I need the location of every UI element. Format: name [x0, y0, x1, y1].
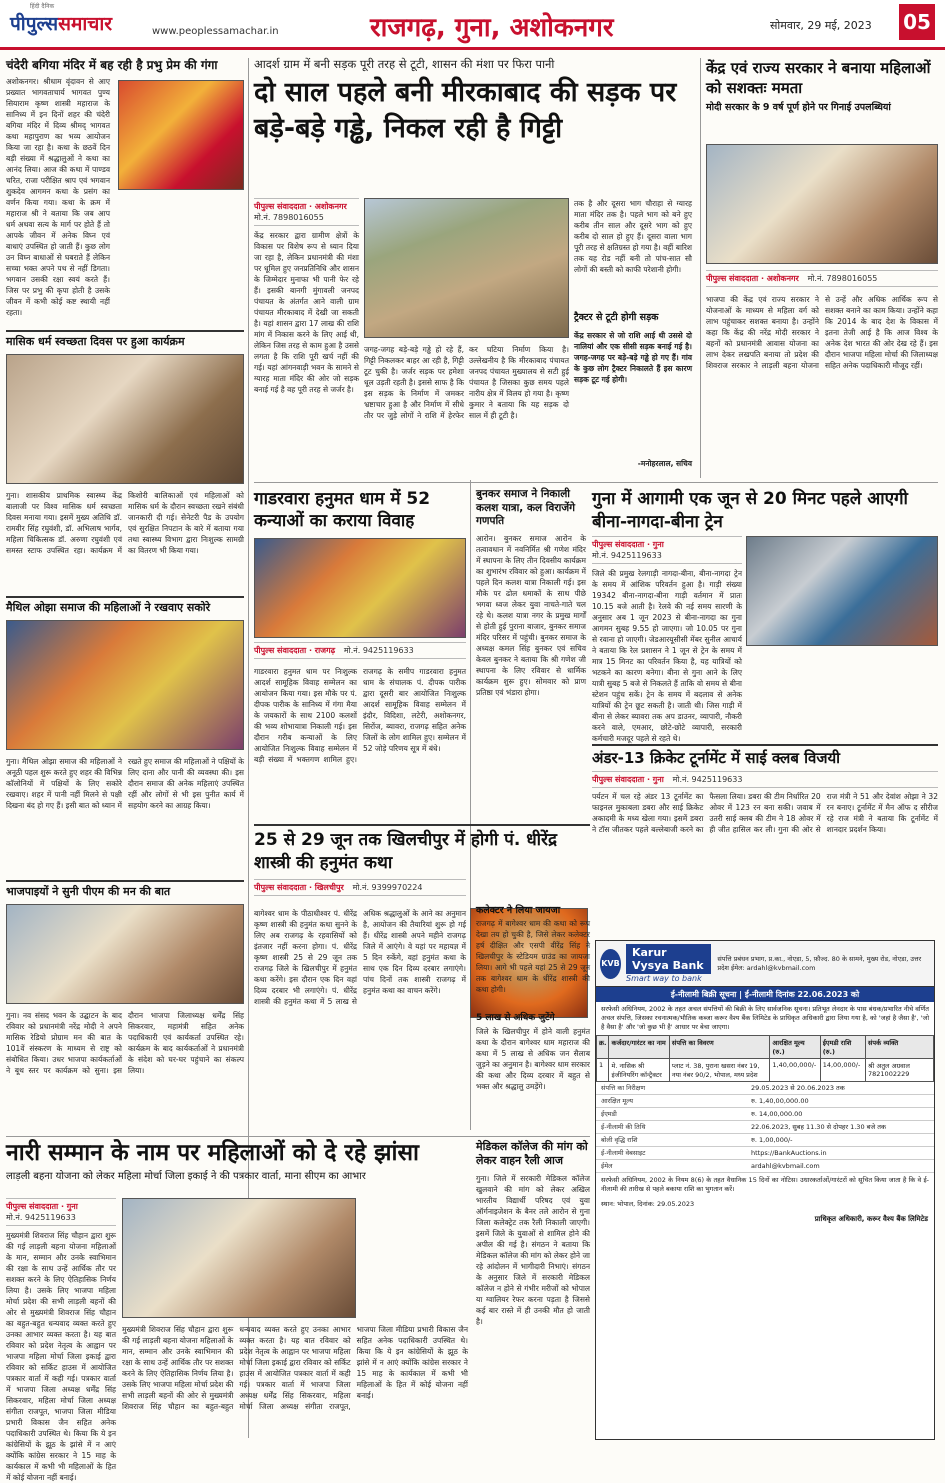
- story-bunkar-kalash[interactable]: [476, 488, 586, 818]
- story-quote: केंद्र सरकार से जो राशि आई थी उससे दो नालियां और एक सीसी सड़क बनाई गई है। जगह-जगह पर बड़े-बड़े गड्ढे हो गए हैं। गांव के कुछ लोग ट्रैक्टर निकालते हैं इस कारण सड़क टूट गई होगी।: [574, 331, 692, 384]
- detail-label: ईमेल: [601, 1162, 613, 1170]
- story-body: जिले की प्रमुख रेलगाड़ी नागदा-बीना, बीना-नागदा ट्रेन के समय में आंशिक परिवर्तन हुआ है। गाड़ी संख्या 19342 बीना-नागदा-बीना गाड़ी वर्तमान में प्रातः 10.15 बजे आती है। रेलवे की नई समय सारणी के अनुसार अब 1 जून 2023 से बीना-नागदा का गुना आगमन सुबह 9.55 हो जाएगा। जो 10.05 पर गुना से रवाना हो जाएगी। जेडआरयूसीसी मेंबर सुनील आचार्य ने बताया कि रेल प्रशासन ने 1 जून से ट्रेन के समय में मात्र 15 मिनट का परिवर्तन किया है, यह यात्रियों को भटकने का कारण बनेगा। बीना से गुना आने के लिए यात्री सुबह 5 बजे से निकलते हैं ताकि वो समय से बीना स्टेशन पहुंच सकें। ट्रेन के समय में बदलाव से अनेक यात्रियों की ट्रेन छूट सकती है। जाती थी। जिस गाड़ी में बीना से लेकर ब्यावरा तक अप डाउनर, व्यापारी, नौकरी करने वाले, एमआर, छोटे-छोटे व्यापारी, सरकारी कर्मचारी मजदूर पहले से रहते थे।: [592, 569, 742, 743]
- table-header: आरक्षित मूल्य (रु.): [770, 1036, 820, 1059]
- story-headline: मैथिल ओझा समाज की महिलाओं ने रखवाए सकोरे: [6, 601, 211, 614]
- byline-reporter: पीपुल्स संवाददाता: [254, 882, 307, 892]
- notice-intro: सरफेसी अधिनियम, 2002 के तहत अचल संपत्तियों की बिक्री के लिए सार्वजनिक सूचना। प्रतिभूत लेनदार के पास बंधक/प्रभारित नीचे वर्णित अचल संपत्ति, जिसका रचनात्मक/भौतिक कब्जा करूर वैश्य बैंक लिमिटेड के प्राधिकृत अधिकारी द्वारा लिया गया है, को 'जहां है जैसा है', 'जो है वैसा है' और 'जो कुछ भी है' आधार पर बेचा जाएगा।: [601, 1005, 929, 1031]
- story-headline: दो साल पहले बनी मीरकाबाद की सड़क पर बड़े-बड़े गड्ढे, निकल रही है गिट्टी: [254, 76, 677, 145]
- story-headline: केंद्र एवं राज्य सरकार ने बनाया महिलाओं को सशक्तः ममता: [706, 59, 931, 98]
- row-divider: [6, 1136, 590, 1137]
- story-body: गुना। नव संसद भवन के उद्घाटन के बाद रविवार को प्रधानमंत्री नरेंद्र मोदी ने अपने मासिक रेडियो प्रोग्राम मन की बात के 101वें संस्करण के माध्यम से राष्ट्र को संबोधित किया। उधर भाजपा कार्यकर्ताओं ने बूथ स्तर पर कार्यक्रम को सुना। इस दौरान भाजपा जिलाध्यक्ष धर्मेंद्र सिंह सिकरवार, महामंत्री सहित अनेक पदाधिकारी एवं कार्यकर्ता उपस्थित रहे। कार्यक्रम के बाद कार्यकर्ताओं ने प्रधानमंत्री के संदेश को घर-घर पहुंचाने का संकल्प लिया।: [6, 1011, 244, 1075]
- bank-address: संपत्ति प्रबंधन प्रभाग, प्र.का., नोएडा, 5, फ़ौज्द. 80 के सामने, मुख्य रोड, नोएडा, उत्तर प्रदेश ईमेल: ardahl@kvbmail.com: [717, 954, 922, 972]
- story-headline: मेडिकल कॉलेज की मांग को लेकर वाहन रैली आज: [476, 1140, 588, 1168]
- story-kicker: मोदी सरकार के 9 वर्ष पूर्ण होने पर गिनाई उपलब्धियां: [706, 101, 891, 113]
- story-medical-college[interactable]: [476, 1140, 590, 1440]
- logo-part-a: पीपुल्स: [10, 13, 59, 35]
- story-body-left: केंद्र सरकार द्वारा ग्रामीण क्षेत्रों के विकास पर विशेष रूप से ध्यान दिया जा रहा है, लेकिन प्रधानमंत्री की मंशा पर धूमिल हुए जनप्रतिनिधि और शासन के जिम्मेदार मुनाफा भी पानी फेर रहे हैं। इसकी बानगी मुंगावली जनपद पंचायत के अंतर्गत आने वाली ग्राम पंचायत मीरकाबाद में देखी जा सकती है। यहां शासन द्वारा 17 लाख की राशि मांग में निकास करने के लिए आई थी, लेकिन जिस तरह से काम हुआ है उससे लगता है कि राशि पूरी खर्च नहीं की गई। यहां आंगनवाड़ी भवन के सामने से ग्यारह माता मंदिर की ओर जो सड़क बनाई गई है वह पूरी तरह से जर्जर है।: [254, 231, 359, 394]
- byline-reporter: पीपुल्स संवाददाता: [6, 1202, 59, 1211]
- byline-reporter: पीपुल्स संवाददाता: [592, 775, 645, 784]
- detail-row: [596, 1121, 934, 1134]
- story-headline: गुना में आगामी एक जून से 20 मिनट पहले आएगी बीना-नागदा-बीना ट्रेन: [592, 489, 908, 532]
- byline-place: गुना: [652, 775, 664, 784]
- story-kicker: लाड़ली बहना योजना को लेकर महिला मोर्चा जिला इकाई ने की पत्रकार वार्ता, माना सीएम का आभार: [6, 1170, 366, 1182]
- detail-row[interactable]: [596, 1147, 934, 1160]
- story-byline: पीपुल्स संवाददाता · खिलचीपुर मो.नं. 9399970224: [254, 879, 466, 896]
- story-body: अशोकनगर। श्रीधाम वृंदावन से आए प्रख्यात भागवताचार्य भागवत पुण्य सियाराम कृष्ण शास्त्री महाराज के सानिध्य में इन दिनों शहर की चंदेरी बगिया मंदिर में दिव्य श्रीमद् भागवत कथा महापुराण का भव्य आयोजन किया जा रहा है। कथा के छठवें दिन बड़ी संख्या में श्रद्धालुओं ने कथा का आनंद लिया। आज की कथा में पाण्डव चरित, राजा परीक्षित श्राप एवं भगवान शुकदेव आगमन कथा के प्रसंग का वर्णन किया गया। कथा के क्रम में महाराज श्री ने बताया कि जब आप धर्म अथवा सत्य के मार्ग पर होते हैं तो आपके जीवन में अनेक विघ्न एवं बाधाएं उपस्थित हो जाती हैं। कुछ लोग उन विघ्न बाधाओं से घबराते हैं लेकिन सच्चा भक्त अपने पथ से नहीं डिगता। भगवान उसकी रक्षा स्वयं करते हैं। जिस पर प्रभु की कृपा होती है उसके जीवन में कभी कोई कष्ट स्थायी नहीं रहता।: [6, 77, 110, 318]
- byline-mobile: मो.नं. 9425119633: [343, 646, 414, 655]
- table-cell: 14,00,000/-: [820, 1059, 865, 1082]
- story-headline: 25 से 29 जून तक खिलचीपुर में होगी पं. धीरेंद्र शास्त्री की हनुमंत कथा: [254, 830, 558, 873]
- notice-signature: प्राधिकृत अधिकारी, करूर वैश्य बैंक लिमिटेड: [814, 1215, 928, 1223]
- detail-row: [596, 1082, 934, 1095]
- story-byline: पीपुल्स संवाददाता · अशोकनगर मो.नं. 7898016055: [706, 270, 938, 287]
- detail-label: ईएमडी: [601, 1110, 617, 1118]
- byline-mobile: मो.नं. 9425119633: [672, 775, 743, 784]
- story-photo: [746, 536, 938, 646]
- bank-tagline: Smart way to bank: [625, 974, 702, 983]
- story-maithil-ojha[interactable]: [6, 596, 244, 876]
- story-subhead: ट्रैक्टर से टूटी होगी सड़क: [574, 312, 659, 323]
- bank-name: Karur Vysya Bank: [626, 944, 711, 974]
- masthead: [0, 0, 945, 50]
- story-guna-train[interactable]: [592, 488, 938, 743]
- auction-table: [596, 1035, 934, 1082]
- byline-reporter: पीपुल्स संवाददाता: [254, 646, 307, 655]
- story-kicker: आदर्श ग्राम में बनी सड़क पूरी तरह से टूटी, शासन की मंशा पर फिरा पानी: [254, 57, 555, 71]
- story-menstrual-hygiene[interactable]: [6, 330, 244, 590]
- issue-date: सोमवार, 29 मई, 2023: [770, 19, 872, 32]
- detail-value: 29.05.2023 से 20.06.2023 तक: [751, 1084, 845, 1092]
- notice-footer: सरफेसी अधिनियम, 2002 के नियम 8(6) के तहत वैधानिक 15 दिनों का नोटिस। उधारकर्ताओं/गारंटरों को सूचित किया जाता है कि वे ई-नीलामी की तारीख से पहले बकाया राशि का भुगतान करें।: [601, 1176, 929, 1193]
- story-byline: पीपुल्स संवाददाता · राजगढ़ मो.नं. 9425119633: [254, 642, 466, 659]
- byline-mobile: मो.नं. 7898016055: [254, 213, 324, 222]
- detail-value: रु. 1,00,000/-: [751, 1136, 793, 1144]
- story-mann-ki-baat[interactable]: [6, 880, 244, 1130]
- table-header: संपत्ति का विवरण: [669, 1036, 770, 1059]
- story-body: पर्यटन में चल रहे अंडर 13 टूर्नामेंट का फाइनल मुकाबला डबरा और साई क्रिकेट अकादमी के मध्य खेला गया। इसमें डबरा ने टॉस जीतकर पहले बल्लेबाजी करने का फैसला लिया। डबरा की टीम निर्धारित 20 ओवर में 123 रन बना सकी। जवाब में उतरी साई क्लब की टीम ने 18 ओवर में ही जीत हासिल कर ली। गुना की ओर से राज मंत्री ने 51 और देवांश ओझा ने 32 रन बनाए। टूर्नामेंट में मैन ऑफ द सीरीज रहे राज मंत्री ने बताया कि टूर्नामेंट में शानदार प्रदर्शन किया।: [592, 792, 938, 834]
- table-header: संपर्क व्यक्ति: [866, 1036, 934, 1059]
- byline-place: राजगढ़: [314, 646, 336, 655]
- story-garwara-wedding[interactable]: [254, 488, 466, 818]
- detail-label: संपत्ति का निरीक्षण: [601, 1084, 646, 1092]
- detail-value: रु. 1,40,00,000.00: [751, 1097, 809, 1105]
- story-headline: अंडर-13 क्रिकेट टूर्नामेंट में साई क्लब विजयी: [592, 749, 841, 767]
- detail-value: रु. 14,00,000.00: [751, 1110, 803, 1118]
- bank-auction-notice[interactable]: [595, 940, 935, 1440]
- table-header: क्र.: [597, 1036, 609, 1059]
- story-body-middle: जगह-जगह बड़े-बड़े गड्ढे हो रहे हैं, गिट्टी निकलकर बाहर आ रही है, गिट्टी टूट चुकी है। जर्जर सड़क पर हमेशा धूल उड़ती रहती है। इससे साफ है कि इस सड़क के निर्माण में जमकर भ्रष्टाचार हुआ है और निर्माण में सीधे तौर पर जुड़े लोगों ने राशि में हेरफेर कर घटिया निर्माण किया है। उल्लेखनीय है कि मीरकाबाद पंचायत जनपद पंचायत मुख्यालय से सटी हुई पंचायत है जिसका कुछ समय पहले नारीय क्षेत्र में विलय हो गया है। कृष्ण कुमार ने बताया कि यह सड़क दो साल में ही टूटी है।: [364, 345, 569, 420]
- story-body: गाडरवारा हनुमत धाम पर निःशुल्क आदर्श सामूहिक विवाह सम्मेलन का आयोजन किया गया। इस मौके पर पं. दीपक पारीक के सानिध्य में गंगा मैया के जयकारों के साथ 2100 कलशों की भव्य शोभायात्रा निकाली गई। इस दौरान गरीब कन्याओं के लिए आयोजित निःशुल्क विवाह सम्मेलन में बड़ी संख्या में भक्तगण शामिल हुए। राजगढ़ के समीप गाडरवारा हनुमत धाम के संचालक पं. दीपक पारीक द्वारा दूसरी बार आयोजित निःशुल्क आदर्श सामूहिक विवाह सम्मेलन में इंदौर, विदिशा, लटेरी, अशोकनगर, सिरोंज, ब्यावरा, राजगढ़ सहित अनेक जिलों के लोग शामिल हुए। सम्मेलन में 52 जोड़े परिणय सूत्र में बंधे।: [254, 667, 466, 764]
- story-body: बागेश्वर धाम के पीठाधीश्वर पं. धीरेंद्र कृष्ण शास्त्री की हनुमंत कथा सुनने के लिए अब राजगढ़ के रहवासियों को इंतजार नहीं करना होगा। पं. धीरेंद्र कृष्ण शास्त्री 25 से 29 जून तक राजगढ़ जिले के खिलचीपुर में हनुमंत कथा करेंगे। इस दौरान एक दिन वहां दिव्य दरबार भी लगाएंगे। पं. धीरेंद्र शास्त्री की हनुमंत कथा में 5 लाख से अधिक श्रद्धालुओं के आने का अनुमान है, आयोजन की तैयारियां शुरू हो गई हैं। धीरेंद्र शास्त्री अपने महीने राजगढ़ जिले में आएंगे। वे यहां पर महायज्ञ में 5 दिन रुकेंगे, वहां हनुमंत कथा के साथ एक दिन दिव्य दरबार लगाएंगे। पांच दिनों तक शास्त्री राजगढ़ में हनुमंत कथा का वाचन करेंगे।: [254, 909, 466, 1006]
- story-body-2: जिले के खिलचीपुर में होने वाली हनुमंत कथा के दौरान बागेश्वर धाम महाराज की कथा में 5 लाख से अधिक जन सैलाब जुड़ने का अनुमान है। बागेश्वर धाम सरकार की कथा और दिव्य दरबार में बहुत से भक्त और श्रद्धालु उमड़ेंगे।: [476, 1027, 590, 1092]
- story-chanderi[interactable]: [6, 58, 244, 326]
- story-photo: [254, 538, 466, 638]
- story-body-right: मुख्यमंत्री शिवराज सिंह चौहान द्वारा शुरू की गई लाड़ली बहना योजना महिलाओं के मान, सम्मान और उनके स्वाभिमान की रक्षा के साथ उन्हें आर्थिक तौर पर सशक्त करने के लिए ऐतिहासिक निर्णय लिया है। उसके लिए भाजपा महिला मोर्चा प्रदेश की सभी लाड़ली बहनों की ओर से मुख्यमंत्री शिवराज सिंह चौहान का बहुत-बहुत धन्यवाद व्यक्त करते हुए उनका आभार व्यक्त करता है। यह बात रविवार को प्रदेश नेतृत्व के आह्वान पर भाजपा महिला मोर्चा जिला इकाई द्वारा रविवार को सर्किट हाउस में आयोजित पत्रकार वार्ता में कही गई। पत्रकार वार्ता में भाजपा जिला अध्यक्ष धर्मेंद्र सिंह सिकरवार, महिला मोर्चा जिला अध्यक्ष संगीता राजपूत, भाजपा जिला मीडिया प्रभारी विकास जैन सहित अनेक पदाधिकारी उपस्थित थे। किया कि ये इन कांग्रेसियों के झूठ के झांसे में न आएं क्योंकि कांग्रेस सरकार ने 15 माह के कार्यकाल में कभी भी महिलाओं के हित में कोई योजना नहीं बनाई।: [122, 1325, 468, 1411]
- byline-reporter: पीपुल्स संवाददाता: [706, 274, 759, 283]
- story-body: भाजपा की केंद्र एवं राज्य सरकार ने योजनाओं के माध्यम से महिला वर्ग को लाभ पहुंचाकर सशक्त बनाया है। उन्होंने कहा कि केंद्र की नरेंद्र मोदी सरकार ने बहनों को प्रधानमंत्री आवास योजना का लाभ देकर लखपति बनाया तो प्रदेश की शिवराज सरकार ने लाड़ली बहना योजना से उन्हें और अधिक आर्थिक रूप से सशक्त बनाने का काम किया। उन्होंने कहा कि 2014 के बाद देश के विकास में इतना तेजी आई है कि आज विश्व के अनेक देश भारत की ओर देख रहे हैं। इस दौरान भाजपा महिला मोर्चा की जिलाध्यक्ष सहित अनेक पदाधिकारी मौजूद रहीं।: [706, 295, 938, 370]
- story-photo: [6, 354, 244, 484]
- byline-mobile: मो.नं. 9425119633: [6, 1213, 76, 1222]
- story-byline: पीपुल्स संवाददाता · गुना मो.नं. 9425119633: [592, 771, 938, 788]
- story-byline: पीपुल्स संवाददाता · अशोकनगर मो.नं. 7898016055: [254, 198, 359, 226]
- detail-label: आरक्षित मूल्य: [601, 1097, 634, 1105]
- story-headline: गाडरवारा हनुमत धाम में 52 कन्याओं का कराया विवाह: [254, 489, 431, 532]
- story-subhead: 5 लाख से अधिक जुटेंगे: [476, 1013, 555, 1024]
- story-quote-author: -मनोहरलाल, सचिव: [637, 459, 692, 468]
- detail-label: बोली वृद्धि राशि: [601, 1136, 638, 1144]
- table-header: कर्जदार/गारंटर का नाम: [609, 1036, 669, 1059]
- detail-row[interactable]: [596, 1160, 934, 1173]
- table-row: [597, 1059, 934, 1082]
- detail-row: [596, 1095, 934, 1108]
- auction-details: [596, 1082, 934, 1173]
- story-mirkabad-road[interactable]: [254, 58, 694, 478]
- story-photo: [6, 620, 244, 750]
- byline-mobile: मो.नं. 9425119633: [592, 551, 662, 560]
- story-collector-review[interactable]: [476, 905, 590, 1133]
- story-photo: [122, 1198, 356, 1318]
- story-body: आरोन। बुनकर समाज आरोन के तत्वावधान में नवनिर्मित श्री गणेश मंदिर में स्थापना के लिए तीन दिवसीय कार्यक्रम का शुभारंभ रविवार को हुआ। कार्यक्रम में पहले दिन कलश यात्रा निकाली गई। इस मौके पर ढोल धमाकों के साथ पीछे भगवा ध्वज लेकर युवा नाचते-गाते चल रहे थे। कलश यात्रा नगर के प्रमुख मार्गों से होती हुई पुराना बाजार, बुनकर समाज मंदिर परिसर में पहुंची। बुनकर समाज के अध्यक्ष कमल सिंह बुनकर एवं सचिव केवल बुनकर ने बताया कि श्री गणेश जी स्थापना के लिए रविवार से धार्मिक कार्यक्रम शुरू हुए। सोमवार को प्राण प्रतिष्ठा एवं भंडारा होगा।: [476, 533, 586, 697]
- story-body: राजगढ़ में बागेश्वर धाम की कथा को रूप देखा तय हो चुकी है, जिसे लेकर कलेक्टर हर्ष दीक्षित और एसपी वीरेंद्र सिंह ने खिलचीपुर के स्टेडियम ग्राउंड का जायजा लिया। आगे भी पहले यहां 25 से 29 जून तक बागेश्वर धाम के धीरेंद्र शास्त्री की कथा होगी।: [476, 919, 590, 995]
- story-byline: पीपुल्स संवाददाता · गुना मो.नं. 9425119633: [592, 536, 742, 564]
- byline-reporter: पीपुल्स संवाददाता: [254, 202, 307, 211]
- byline-mobile: मो.नं. 7898016055: [807, 274, 878, 283]
- table-cell: श्री अतुल अग्रवाल 7821002229: [866, 1059, 934, 1082]
- story-body: गुना। जिले में सरकारी मेडिकल कॉलेज खुलवाने की मांग को लेकर अखिल भारतीय विद्यार्थी परिषद एवं युवा ऑर्गनाइजेशन के बैनर तले आरोन से गुना जिला कलेक्ट्रेट तक रैली निकाली जाएगी। इसमें जिले के युवाओं से शामिल होने की अपील की गई है। संगठन ने बताया कि मेडिकल कॉलेज की मांग को लेकर होने जा रहे आंदोलन में भागीदारी निभाएं। संगठन के अनुसार जिले में सरकारी मेडिकल कॉलेज न होने से गंभीर मरीजों को भोपाल या ग्वालियर रेफर करना पड़ता है जिससे कई बार रास्ते में ही उनकी मौत हो जाती है।: [476, 1173, 590, 1326]
- story-body-left: मुख्यमंत्री शिवराज सिंह चौहान द्वारा शुरू की गई लाड़ली बहना योजना महिलाओं के मान, सम्मान और उनके स्वाभिमान की रक्षा के साथ उन्हें आर्थिक तौर पर सशक्त करने के लिए ऐतिहासिक निर्णय लिया है। उसके लिए भाजपा महिला मोर्चा प्रदेश की सभी लाड़ली बहनों की ओर से मुख्यमंत्री शिवराज सिंह चौहान का बहुत-बहुत धन्यवाद व्यक्त करते हुए उनका आभार व्यक्त करता है। यह बात रविवार को प्रदेश नेतृत्व के आह्वान पर भाजपा महिला मोर्चा जिला इकाई द्वारा रविवार को सर्किट हाउस में आयोजित पत्रकार वार्ता में कही गई। पत्रकार वार्ता में भाजपा जिला अध्यक्ष धर्मेंद्र सिंह सिकरवार, महिला मोर्चा जिला अध्यक्ष संगीता राजपूत, भाजपा जिला मीडिया प्रभारी विकास जैन सहित अनेक पदाधिकारी उपस्थित थे। किया कि ये इन कांग्रेसियों के झूठ के झांसे में न आएं क्योंकि कांग्रेस सरकार ने 15 माह के कार्यकाल में कभी भी महिलाओं के हित में कोई योजना नहीं बनाई।: [6, 1231, 116, 1482]
- story-byline: पीपुल्स संवाददाता · गुना मो.नं. 9425119633: [6, 1198, 116, 1226]
- table-cell: 1: [597, 1059, 609, 1082]
- detail-label: ई-नीलामी की तिथि: [601, 1123, 646, 1131]
- table-cell: प्लाट नं. 38, पुराना खसरा नंबर 19, नया नंबर 90/2, भोपाल, मध्य प्रदेश: [669, 1059, 770, 1082]
- table-header: ईएमडी राशि (रु.): [820, 1036, 865, 1059]
- story-headline: कलेक्टर ने लिया जायजा: [476, 905, 561, 916]
- detail-row: [596, 1134, 934, 1147]
- byline-place: खिलचीपुर: [314, 882, 344, 892]
- story-body-right: तक है और दूसरा भाग चौराहा से ग्यारह माता मंदिर तक है। पहले भाग को बने हुए करीब तीन साल और दूसरे भाग को हुए करीब दो साल हो हुए हैं। दूसरा वाला भाग पूरी तरह से क्षतिग्रस्त हो गया है। वहीं बारिश तक यह रोड नहीं बनी तो पांच-सात सौ लोगों की बस्ती को काफी परेशानी होगी।: [574, 199, 692, 274]
- detail-value: 22.06.2023, सुबह 11.30 से दोपहर 1.30 बजे तक: [751, 1123, 886, 1131]
- story-body: गुना। मैथिल ओझा समाज की महिलाओं ने अनूठी पहल शुरू करते हुए शहर की विभिन्न कॉलोनियों में पक्षियों के लिए सकोरे रखवाए। शहर में पानी नहीं मिलने से पक्षी दिखना बंद हो गए हैं। इसी बात को ध्यान में रखते हुए समाज की महिलाओं ने पक्षियों के लिए दाना और पानी की व्यवस्था की। इस दौरान समाज की अनेक महिलाएं उपस्थित रहीं और लोगों से भी इस पुनीत कार्य में सहयोग करने का आग्रह किया।: [6, 757, 244, 810]
- website-url[interactable]: www.peoplessamachar.in: [152, 26, 279, 37]
- table-header-row: [597, 1036, 934, 1059]
- table-cell: 1,40,00,000/-: [770, 1059, 820, 1082]
- story-headline: बुनकर समाज ने निकाली कलश यात्रा, कल विराजेंगे गणपति: [476, 488, 576, 528]
- story-headline: चंदेरी बगिया मंदिर में बह रही है प्रभु प्रेम की गंगा: [6, 58, 218, 72]
- detail-label: ई-नीलामी वेबसाइट: [601, 1149, 646, 1157]
- bank-header: [596, 941, 934, 987]
- story-photo: [706, 144, 938, 264]
- byline-place: अशोकनगर: [314, 202, 347, 211]
- byline-reporter: पीपुल्स संवाददाता: [592, 540, 645, 549]
- story-headline: नारी सम्मान के नाम पर महिलाओं को दे रहे झांसा: [6, 1140, 419, 1166]
- bank-logo-icon: KVB: [600, 949, 621, 979]
- masthead-tagline: हिंदी दैनिक: [30, 3, 55, 10]
- story-headline: मासिक धर्म स्वच्छता दिवस पर हुआ कार्यक्रम: [6, 335, 185, 348]
- row-divider: [254, 482, 938, 483]
- story-under13-cricket[interactable]: [592, 744, 938, 934]
- detail-row: [596, 1108, 934, 1121]
- story-body: गुना। शासकीय प्राथमिक स्वास्थ्य केंद्र बालाजी पर विश्व मासिक धर्म स्वच्छता दिवस मनाया गया। इसमें मुख्य अतिथि डॉ. रामवीर सिंह रघुवंशी, डॉ. अभिलाष भार्गव, महिला चिकित्सक डॉ. अरुणा रघुवंशी एवं समस्त स्टाफ उपस्थित रहा। कार्यक्रम में किशोरी बालिकाओं एवं महिलाओं को मासिक धर्म के दौरान स्वच्छता रखने संबंधी जानकारी दी गई। सेनेटरी पैड के उपयोग एवं सुरक्षित निपटान के बारे में बताया गया तथा स्वास्थ्य विभाग द्वारा निःशुल्क सामग्री का वितरण भी किया गया।: [6, 491, 244, 555]
- byline-place: गुना: [66, 1202, 78, 1211]
- page-number: 05: [899, 4, 935, 40]
- notice-place-date: स्थान: भोपाल, दिनांक: 29.05.2023: [601, 1200, 695, 1208]
- byline-place: गुना: [652, 540, 664, 549]
- byline-place: अशोकनगर: [766, 274, 799, 283]
- auction-website-link[interactable]: https://BankAuctions.in: [751, 1149, 827, 1157]
- notice-title: ई-नीलामी बिक्री सूचना | ई-नीलामी दिनांक 22.06.2023 को: [596, 987, 934, 1002]
- story-headline: भाजपाइयों ने सुनी पीएम की मन की बात: [6, 885, 171, 898]
- story-photo: [6, 904, 244, 1004]
- byline-mobile: मो.नं. 9399970224: [352, 882, 423, 892]
- story-mamta[interactable]: [706, 58, 938, 478]
- bank-email-link[interactable]: ardahl@kvbmail.com: [751, 1162, 820, 1170]
- table-cell: मे. नासिक श्री इंजीनियरिंग कॉन्ट्रैक्टर: [609, 1059, 669, 1082]
- story-photo: [118, 80, 244, 190]
- section-title: राजगढ़, गुना, अशोकनगर: [370, 13, 614, 43]
- story-nari-samman[interactable]: [6, 1140, 470, 1482]
- logo-part-b: समाचार: [58, 13, 113, 35]
- column-divider: [700, 58, 701, 478]
- story-photo: [364, 198, 569, 338]
- newspaper-logo[interactable]: [10, 10, 112, 36]
